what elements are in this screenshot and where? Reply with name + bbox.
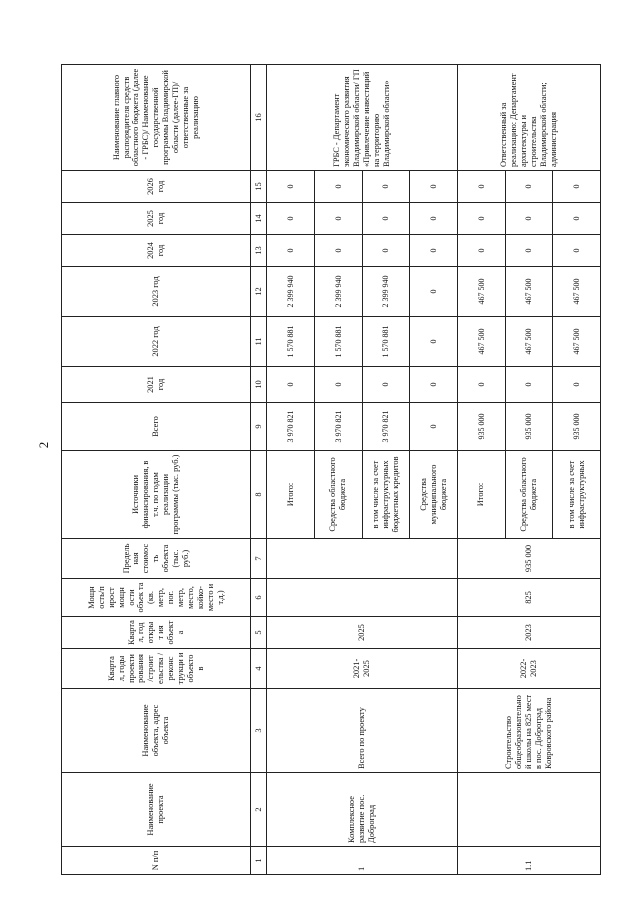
- header-cell: Наименование главного распорядителя средств областного бюджета (далее - ГРБС)/ Наименование государственной программы Владимирской области (далее-ГП)/ ответственные за реализацию: [62, 65, 251, 171]
- capacity: 825: [457, 579, 600, 617]
- year-2023-value: 467 500: [553, 267, 601, 317]
- year-2026-value: 0: [410, 171, 458, 203]
- row-number: 1: [267, 847, 458, 875]
- year-2026-value: 0: [314, 171, 362, 203]
- year-2021-value: 0: [457, 367, 505, 403]
- table-row: [267, 65, 315, 875]
- header-cell: 2023 год: [62, 267, 251, 317]
- year-2022-value: 467 500: [457, 317, 505, 367]
- column-number: 5: [251, 617, 267, 649]
- year-2025-value: 0: [267, 203, 315, 235]
- funding-source: в том числе за счет инфраструктурных: [553, 451, 601, 539]
- project-name: [457, 773, 600, 847]
- header-cell: 2022 год: [62, 317, 251, 367]
- year-2025-value: 0: [457, 203, 505, 235]
- capacity: [267, 579, 458, 617]
- column-number: 7: [251, 539, 267, 579]
- header-cell: 2021 год: [62, 367, 251, 403]
- year-2021-value: 0: [267, 367, 315, 403]
- year-2021-value: 0: [314, 367, 362, 403]
- year-2026-value: 0: [457, 171, 505, 203]
- column-number-row: [251, 65, 267, 875]
- header-cell: Источники финансирования, в т.ч. по годам реализации программы (тыс. руб.): [62, 451, 251, 539]
- header-cell: Всего: [62, 403, 251, 451]
- year-2023-value: 467 500: [457, 267, 505, 317]
- year-2023-value: 0: [410, 267, 458, 317]
- column-number: 11: [251, 317, 267, 367]
- year-2021-value: 0: [505, 367, 553, 403]
- year-2022-value: 1 570 881: [362, 317, 410, 367]
- column-number: 14: [251, 203, 267, 235]
- column-number: 2: [251, 773, 267, 847]
- header-cell: Кварта л, годы проекти рования /строит ельства /реконс трукци и объекто в: [62, 649, 251, 689]
- responsible: ГРБС - Департамент экономического развития Владимирской области/ ГП «Привлечение инвестиций на территорию Владимирской области»: [267, 65, 458, 171]
- year-2026-value: 0: [505, 171, 553, 203]
- page-number: 2: [36, 441, 51, 449]
- year-2025-value: 0: [314, 203, 362, 235]
- cost-limit: 935 000: [457, 539, 600, 579]
- header-cell: 2026 год: [62, 171, 251, 203]
- year-2025-value: 0: [410, 203, 458, 235]
- project-name: Комплексное развитие пос. Доброград: [267, 773, 458, 847]
- financing-table: [61, 64, 601, 875]
- year-2022-value: 1 570 881: [267, 317, 315, 367]
- total-value: 935 000: [505, 403, 553, 451]
- funding-source: Средства областного бюджета: [505, 451, 553, 539]
- column-number: 16: [251, 65, 267, 171]
- year-2025-value: 0: [505, 203, 553, 235]
- year-2024-value: 0: [457, 235, 505, 267]
- year-2025-value: 0: [553, 203, 601, 235]
- year-2024-value: 0: [410, 235, 458, 267]
- design-years: 2022-2023: [457, 649, 600, 689]
- funding-source: Итого:: [267, 451, 315, 539]
- column-number: 15: [251, 171, 267, 203]
- year-2022-value: 0: [410, 317, 458, 367]
- header-cell: Мощн ость/п ирост мощн ости объек та (кв. метр, пог. метр, место, койко-место и т.д.): [62, 579, 251, 617]
- table-row: [457, 65, 505, 875]
- year-2023-value: 2 399 940: [362, 267, 410, 317]
- year-2021-value: 0: [553, 367, 601, 403]
- year-2023-value: 2 399 940: [267, 267, 315, 317]
- total-value: 935 000: [553, 403, 601, 451]
- header-cell: Наименование объекта, адрес объекта: [62, 689, 251, 773]
- funding-source: в том числе за счет инфраструктурных бюджетных кредитов: [362, 451, 410, 539]
- opening-year: 2023: [457, 617, 600, 649]
- column-number: 6: [251, 579, 267, 617]
- year-2026-value: 0: [267, 171, 315, 203]
- year-2026-value: 0: [553, 171, 601, 203]
- year-2024-value: 0: [505, 235, 553, 267]
- header-row: [62, 65, 251, 875]
- year-2024-value: 0: [553, 235, 601, 267]
- year-2023-value: 2 399 940: [314, 267, 362, 317]
- year-2025-value: 0: [362, 203, 410, 235]
- year-2021-value: 0: [362, 367, 410, 403]
- column-number: 13: [251, 235, 267, 267]
- total-value: 3 970 821: [362, 403, 410, 451]
- header-cell: Наименование проекта: [62, 773, 251, 847]
- financing-table-sheet: [61, 65, 601, 875]
- total-value: 935 000: [457, 403, 505, 451]
- year-2026-value: 0: [362, 171, 410, 203]
- column-number: 3: [251, 689, 267, 773]
- year-2022-value: 1 570 881: [314, 317, 362, 367]
- year-2024-value: 0: [267, 235, 315, 267]
- total-value: 3 970 821: [267, 403, 315, 451]
- total-value: 0: [410, 403, 458, 451]
- header-cell: Кварта л, год открыт ия объект а: [62, 617, 251, 649]
- object-name: Всего по проекту: [267, 689, 458, 773]
- column-number: 9: [251, 403, 267, 451]
- responsible: Ответственный за реализацию: Департамент архитектуры и строительства Владимирской области; администрация: [457, 65, 600, 171]
- funding-source: Итого:: [457, 451, 505, 539]
- year-2022-value: 467 500: [505, 317, 553, 367]
- opening-year: 2025: [267, 617, 458, 649]
- cost-limit: [267, 539, 458, 579]
- year-2021-value: 0: [410, 367, 458, 403]
- column-number: 12: [251, 267, 267, 317]
- column-number: 4: [251, 649, 267, 689]
- column-number: 10: [251, 367, 267, 403]
- year-2022-value: 467 500: [553, 317, 601, 367]
- row-number: 1.1: [457, 847, 600, 875]
- year-2024-value: 0: [314, 235, 362, 267]
- header-cell: Предель ная стоимос ть объекта (тыс. руб.): [62, 539, 251, 579]
- total-value: 3 970 821: [314, 403, 362, 451]
- design-years: 2021-2025: [267, 649, 458, 689]
- funding-source: Средства областного бюджета: [314, 451, 362, 539]
- object-name: Строительство общеобразовательно й школы на 825 мест в пос. Доброград Ковровского района: [457, 689, 600, 773]
- column-number: 8: [251, 451, 267, 539]
- year-2023-value: 467 500: [505, 267, 553, 317]
- header-cell: 2024 год: [62, 235, 251, 267]
- column-number: 1: [251, 847, 267, 875]
- header-cell: N п/п: [62, 847, 251, 875]
- funding-source: Средства муниципального бюджета: [410, 451, 458, 539]
- year-2024-value: 0: [362, 235, 410, 267]
- header-cell: 2025 год: [62, 203, 251, 235]
